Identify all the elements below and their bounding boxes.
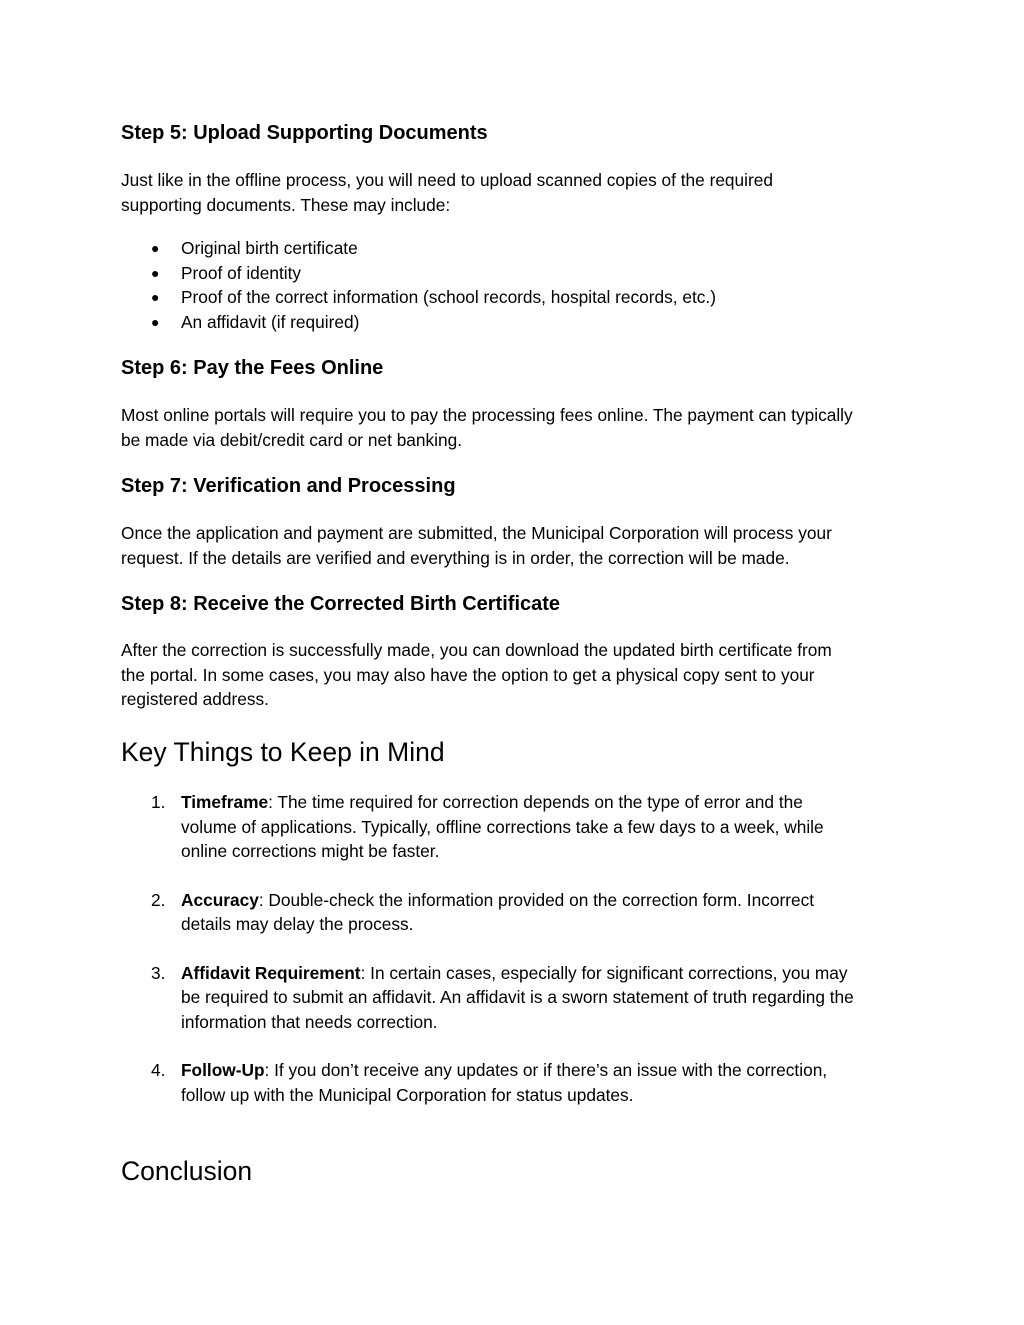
step8-para-line3: registered address.	[121, 689, 269, 709]
list-item-number: 1.	[151, 792, 166, 812]
bullet-icon: ●	[151, 240, 160, 256]
step7-para-line1: Once the application and payment are submitted, the Municipal Corporation will process your	[121, 523, 832, 543]
step7-heading: Step 7: Verification and Processing	[121, 475, 456, 497]
step5-para-line2: supporting documents. These may include:	[121, 194, 451, 215]
list-item-term: Timeframe	[181, 792, 269, 812]
step8-heading: Step 8: Receive the Corrected Birth Certificate	[121, 593, 561, 615]
step6-heading: Step 6: Pay the Fees Online	[121, 357, 384, 379]
key-things-heading: Key Things to Keep in Mind	[121, 737, 445, 767]
step5-heading: Step 5: Upload Supporting Documents	[121, 122, 488, 144]
step8-paragraph	[121, 638, 906, 712]
list-item-text: Proof of the correct information (school records, hospital records, etc.)	[181, 287, 716, 307]
bullet-icon: ●	[151, 264, 160, 281]
list-item	[121, 961, 906, 1035]
list-item-number: 3.	[151, 962, 166, 983]
conclusion-heading: Conclusion	[121, 1156, 253, 1186]
list-item	[121, 888, 906, 937]
step6-paragraph	[121, 403, 906, 452]
bullet-icon: ●	[151, 313, 160, 330]
list-item-text: Original birth certificate	[181, 238, 358, 258]
list-item	[121, 1058, 906, 1107]
list-item-line: : In certain cases, especially for significant corrections, you may	[360, 962, 848, 983]
list-item-line: : The time required for correction depends on the type of error and the	[268, 792, 803, 812]
step6-para-line1: Most online portals will require you to pay the processing fees online. The payment can typically	[121, 405, 853, 425]
list-item-line: online corrections might be faster.	[181, 841, 440, 861]
list-item-line: details may delay the process.	[181, 914, 414, 934]
list-item-number: 2.	[151, 889, 166, 910]
list-item-term: Follow-Up	[181, 1060, 265, 1080]
list-item	[121, 790, 906, 864]
list-item	[121, 285, 716, 310]
list-item-text: Proof of identity	[181, 262, 302, 283]
list-item-text: An affidavit (if required)	[181, 311, 360, 332]
list-item	[121, 310, 716, 335]
list-item	[121, 236, 716, 261]
list-item-number: 4.	[151, 1060, 166, 1080]
list-item-line: : Double-check the information provided on the correction form. Incorrect	[258, 889, 815, 910]
list-item-line: information that needs correction.	[181, 1011, 438, 1032]
step6-para-line2: be made via debit/credit card or net banking.	[121, 429, 463, 450]
list-item-term: Accuracy	[181, 889, 259, 910]
list-item	[121, 261, 716, 286]
bullet-icon: ●	[151, 289, 160, 305]
list-item-line: follow up with the Municipal Corporation for status updates.	[181, 1084, 634, 1105]
step5-paragraph	[121, 168, 906, 217]
step7-para-line2: request. If the details are verified and everything is in order, the correction will be made.	[121, 547, 790, 568]
list-item-line: volume of applications. Typically, offline corrections take a few days to a week, while	[181, 816, 824, 837]
supporting-documents-list	[121, 236, 716, 334]
step8-para-line2: the portal. In some cases, you may also have the option to get a physical copy sent to your	[121, 664, 815, 685]
key-things-list	[121, 790, 906, 1131]
step5-para-line1: Just like in the offline process, you will need to upload scanned copies of the required	[121, 170, 773, 190]
step7-paragraph	[121, 521, 906, 570]
list-item-term: Affidavit Requirement	[181, 962, 361, 983]
list-item-line: : If you don’t receive any updates or if there’s an issue with the correction,	[264, 1060, 828, 1080]
step8-para-line1: After the correction is successfully made, you can download the updated birth certificate from	[121, 640, 832, 660]
list-item-line: be required to submit an affidavit. An affidavit is a sworn statement of truth regarding the	[181, 987, 854, 1007]
